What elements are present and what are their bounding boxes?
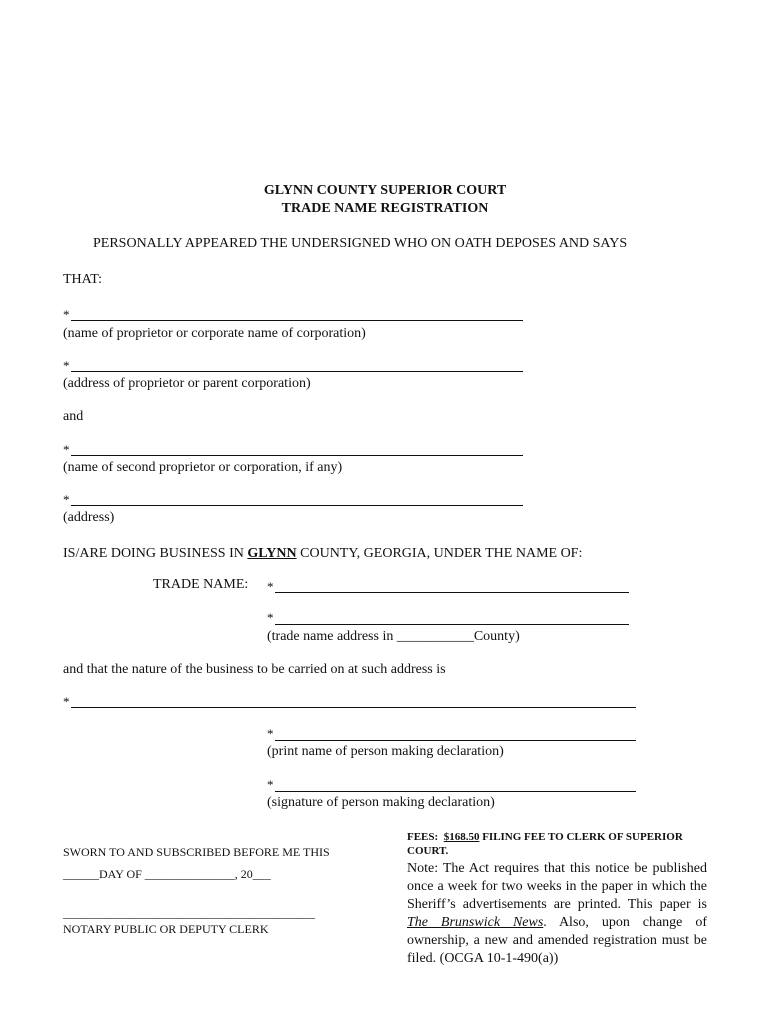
form-title: TRADE NAME REGISTRATION <box>281 201 489 216</box>
trade-name-field[interactable] <box>275 592 629 593</box>
county-blank[interactable]: ___________ <box>396 629 474 644</box>
print-name-field[interactable] <box>275 740 636 741</box>
court-title: GLYNN COUNTY SUPERIOR COURT <box>263 183 507 198</box>
trade-name-address-field[interactable] <box>275 624 629 625</box>
nature-of-business-text: and that the nature of the business to be carried on at such address is <box>63 662 446 677</box>
required-star: * <box>63 358 70 373</box>
required-star: * <box>63 307 70 322</box>
required-star: * <box>63 694 70 709</box>
proprietor-address-field[interactable] <box>71 371 523 372</box>
newspaper-name: The Brunswick News <box>407 915 544 930</box>
second-address-field[interactable] <box>71 505 523 506</box>
second-proprietor-label: (name of second proprietor or corporation, if any) <box>63 460 343 475</box>
required-star: * <box>267 777 274 792</box>
sworn-statement: SWORN TO AND SUBSCRIBED BEFORE ME THIS <box>63 845 330 859</box>
required-star: * <box>267 579 274 594</box>
proprietor-address-label: (address of proprietor or parent corporation) <box>63 376 311 391</box>
nature-of-business-field[interactable] <box>71 707 636 708</box>
required-star: * <box>267 726 274 741</box>
county-name: GLYNN <box>247 546 297 561</box>
fees-heading: FEES: $168.50 FILING FEE TO CLERK OF SUPERIOR COURT. <box>407 831 683 857</box>
second-proprietor-field[interactable] <box>71 455 523 456</box>
intro-that: THAT: <box>63 272 102 287</box>
fee-amount: $168.50 <box>443 831 480 843</box>
required-star: * <box>63 492 70 507</box>
trade-name-label: TRADE NAME: <box>153 577 249 592</box>
proprietor-name-field[interactable] <box>71 320 523 321</box>
intro-line: PERSONALLY APPEARED THE UNDERSIGNED WHO ON OATH DEPOSES AND SAYS <box>93 236 628 251</box>
proprietor-name-label: (name of proprietor or corporate name of corporation) <box>63 326 366 341</box>
day-of-line[interactable]: ______DAY OF _______________, 20___ <box>63 867 271 881</box>
required-star: * <box>63 442 70 457</box>
print-name-label: (print name of person making declaration) <box>267 744 504 759</box>
doing-business-statement: IS/ARE DOING BUSINESS IN GLYNN COUNTY, GEORGIA, UNDER THE NAME OF: <box>63 546 583 561</box>
signature-label: (signature of person making declaration) <box>267 795 495 810</box>
trade-name-address-label: (trade name address in ___________County) <box>267 629 520 644</box>
publication-note: Note: The Act requires that this notice be published once a week for two weeks in the paper in which the Sheriff’s advertisements are printed. This paper is The Brunswick News. Also, upon change of ownership, a new and amended registration must be filed. (OCGA 10-1-490(a)) <box>407 861 707 966</box>
signature-field[interactable] <box>275 791 636 792</box>
second-address-label: (address) <box>63 510 115 525</box>
notary-signature-line[interactable]: __________________________________________ <box>63 906 315 920</box>
notary-title: NOTARY PUBLIC OR DEPUTY CLERK <box>63 922 269 936</box>
required-star: * <box>267 610 274 625</box>
and-text: and <box>63 409 84 424</box>
